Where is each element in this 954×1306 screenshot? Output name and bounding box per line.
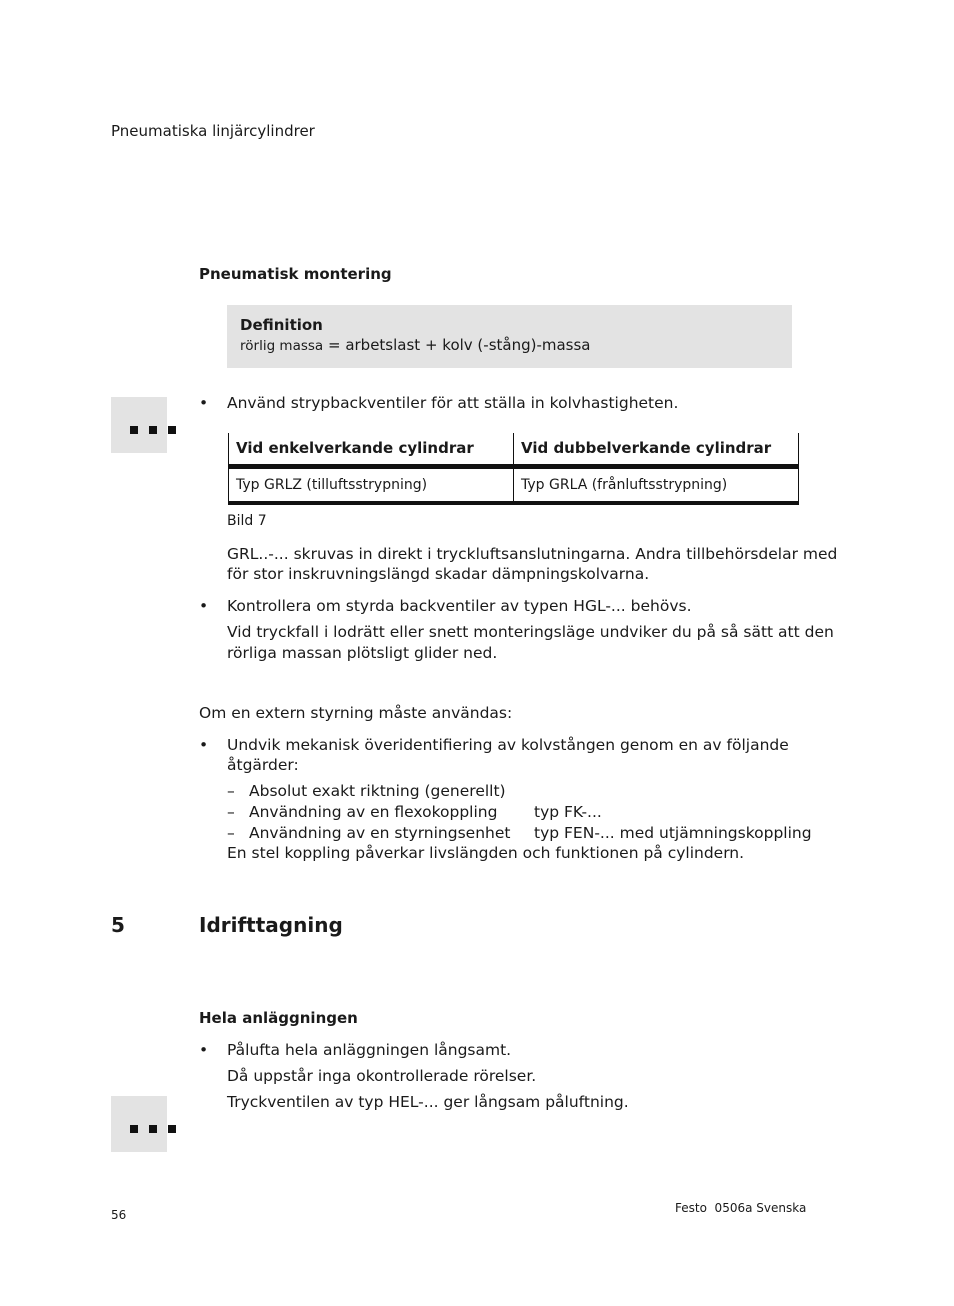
valve-type-table (228, 433, 799, 505)
paragraph-line: GRL..-... skruvas in direkt i tryckluftsanslutningarna. Andra tillbehörsdelar med (227, 545, 838, 563)
note-icon-square (149, 1125, 157, 1133)
definition-formula: = arbetslast + kolv (-stång)-massa (327, 336, 591, 354)
paragraph-line: Vid tryckfall i lodrätt eller snett monteringsläge undviker du på så sätt att den (227, 623, 834, 641)
bullet-symbol: • (199, 597, 209, 615)
paragraph-line: rörliga massan plötsligt glider ned. (227, 644, 498, 662)
dash-symbol: – (227, 782, 235, 800)
bullet-symbol: • (199, 394, 209, 412)
bullet-symbol: • (199, 736, 209, 754)
bullet-check-valves: Kontrollera om styrda backventiler av typen HGL-... behövs. (227, 597, 692, 615)
bullet-continuation: åtgärder: (227, 756, 299, 774)
paragraph-line: Då uppstår inga okontrollerade rörelser. (227, 1067, 537, 1085)
dash-item: Användning av en styrningsenhet (249, 824, 511, 842)
bullet-throttle-valves: Använd strypbackventiler för att ställa in kolvhastigheten. (227, 394, 679, 412)
footer-publisher: Festo 0506a Svenska (675, 1201, 807, 1215)
definition-box (227, 305, 792, 368)
note-icon-square (168, 1125, 176, 1133)
intro-external-guide: Om en extern styrning måste användas: (199, 704, 513, 722)
table-row (229, 467, 799, 504)
figure-caption: Bild 7 (227, 513, 267, 529)
note-icon-square (168, 426, 176, 434)
dash-item: Absolut exakt riktning (generellt) (249, 782, 506, 800)
bullet-pressurize-slowly: Pålufta hela anläggningen långsamt. (227, 1041, 512, 1059)
note-icon (111, 1096, 167, 1152)
table-cell: Typ GRLA (frånluftsstrypning) (514, 467, 799, 504)
dash-item-type: typ FEN-... med utjämningskoppling (534, 824, 812, 842)
table-header-double: Vid dubbelverkande cylindrar (514, 433, 799, 467)
note-icon-square (130, 426, 138, 434)
definition-title: Definition (240, 316, 323, 334)
dash-symbol: – (227, 824, 235, 842)
closing-statement: En stel koppling påverkar livslängden och funktionen på cylindern. (227, 844, 745, 862)
dash-symbol: – (227, 803, 235, 821)
paragraph-line: för stor inskruvningslängd skadar dämpningskolvarna. (227, 565, 650, 583)
dash-item-type: typ FK-... (534, 803, 602, 821)
running-header: Pneumatiska linjärcylindrer (111, 122, 315, 140)
note-icon-square (149, 426, 157, 434)
section-heading-whole-system: Hela anläggningen (199, 1009, 358, 1027)
table-cell: Typ GRLZ (tilluftsstrypning) (229, 467, 514, 504)
definition-text (240, 336, 591, 354)
bullet-symbol: • (199, 1041, 209, 1059)
note-icon-square (130, 1125, 138, 1133)
paragraph-line: Tryckventilen av typ HEL-... ger långsam påluftning. (227, 1093, 629, 1111)
definition-prefix: rörlig massa (240, 338, 324, 354)
section-heading-pneumatic-mounting: Pneumatisk montering (199, 265, 392, 283)
chapter-title: Idrifttagning (199, 913, 343, 937)
dash-item: Användning av en flexokoppling (249, 803, 498, 821)
table-header-single: Vid enkelverkande cylindrar (229, 433, 514, 467)
note-icon (111, 397, 167, 453)
chapter-number: 5 (111, 913, 125, 937)
page-number: 56 (111, 1208, 127, 1222)
bullet-avoid-overidentification: Undvik mekanisk överidentifiering av kolvstången genom en av följande (227, 736, 789, 754)
